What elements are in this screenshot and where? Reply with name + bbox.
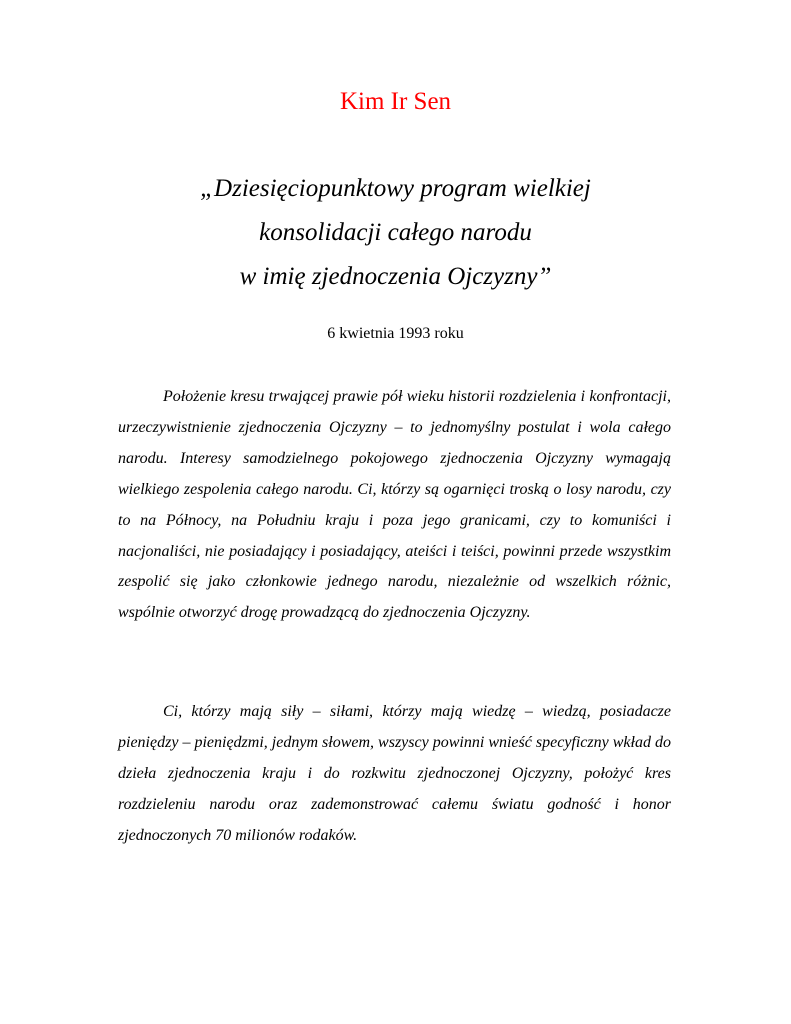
- document-date: 6 kwietnia 1993 roku: [327, 325, 464, 342]
- document-title: [0, 167, 791, 299]
- title-line: w imię zjednoczenia Ojczyzny”: [239, 263, 552, 290]
- title-line: konsolidacji całego narodu: [259, 219, 532, 246]
- body-paragraph-1: Położenie kresu trwającej prawie pół wieku historii rozdzielenia i konfrontacji, urzeczywistnienie zjednoczenia Ojczyzny – to jednomyślny postulat i wola całego narodu. Interesy samodzielnego pokojowego zjednoczenia Ojczyzny wymagają wielkiego zespolenia całego narodu. Ci, którzy są ogarnięci troską o losy narodu, czy to na Północy, na Południu kraju i poza jego granicami, czy to komuniści i nacjonaliści, nie posiadający i posiadający, ateiści i teiści, powinni przede wszystkim zespolić się jako członkowie jednego narodu, niezależnie od wszelkich różnic, wspólnie otworzyć drogę prowadzącą do zjednoczenia Ojczyzny.: [118, 388, 671, 622]
- body-paragraph-2: Ci, którzy mają siły – siłami, którzy mają wiedzę – wiedzą, posiadacze pieniędzy – pieniędzmi, jednym słowem, wszyscy powinni wnieść specyficzny wkład do dzieła zjednoczenia kraju i do rozkwitu zjednoczonej Ojczyzny, położyć kres rozdzieleniu narodu oraz zademonstrować całemu światu godność i honor zjednoczonych 70 milionów rodaków.: [118, 703, 671, 844]
- author-name: Kim Ir Sen: [339, 88, 452, 115]
- title-line: „Dziesięciopunktowy program wielkiej: [200, 175, 591, 202]
